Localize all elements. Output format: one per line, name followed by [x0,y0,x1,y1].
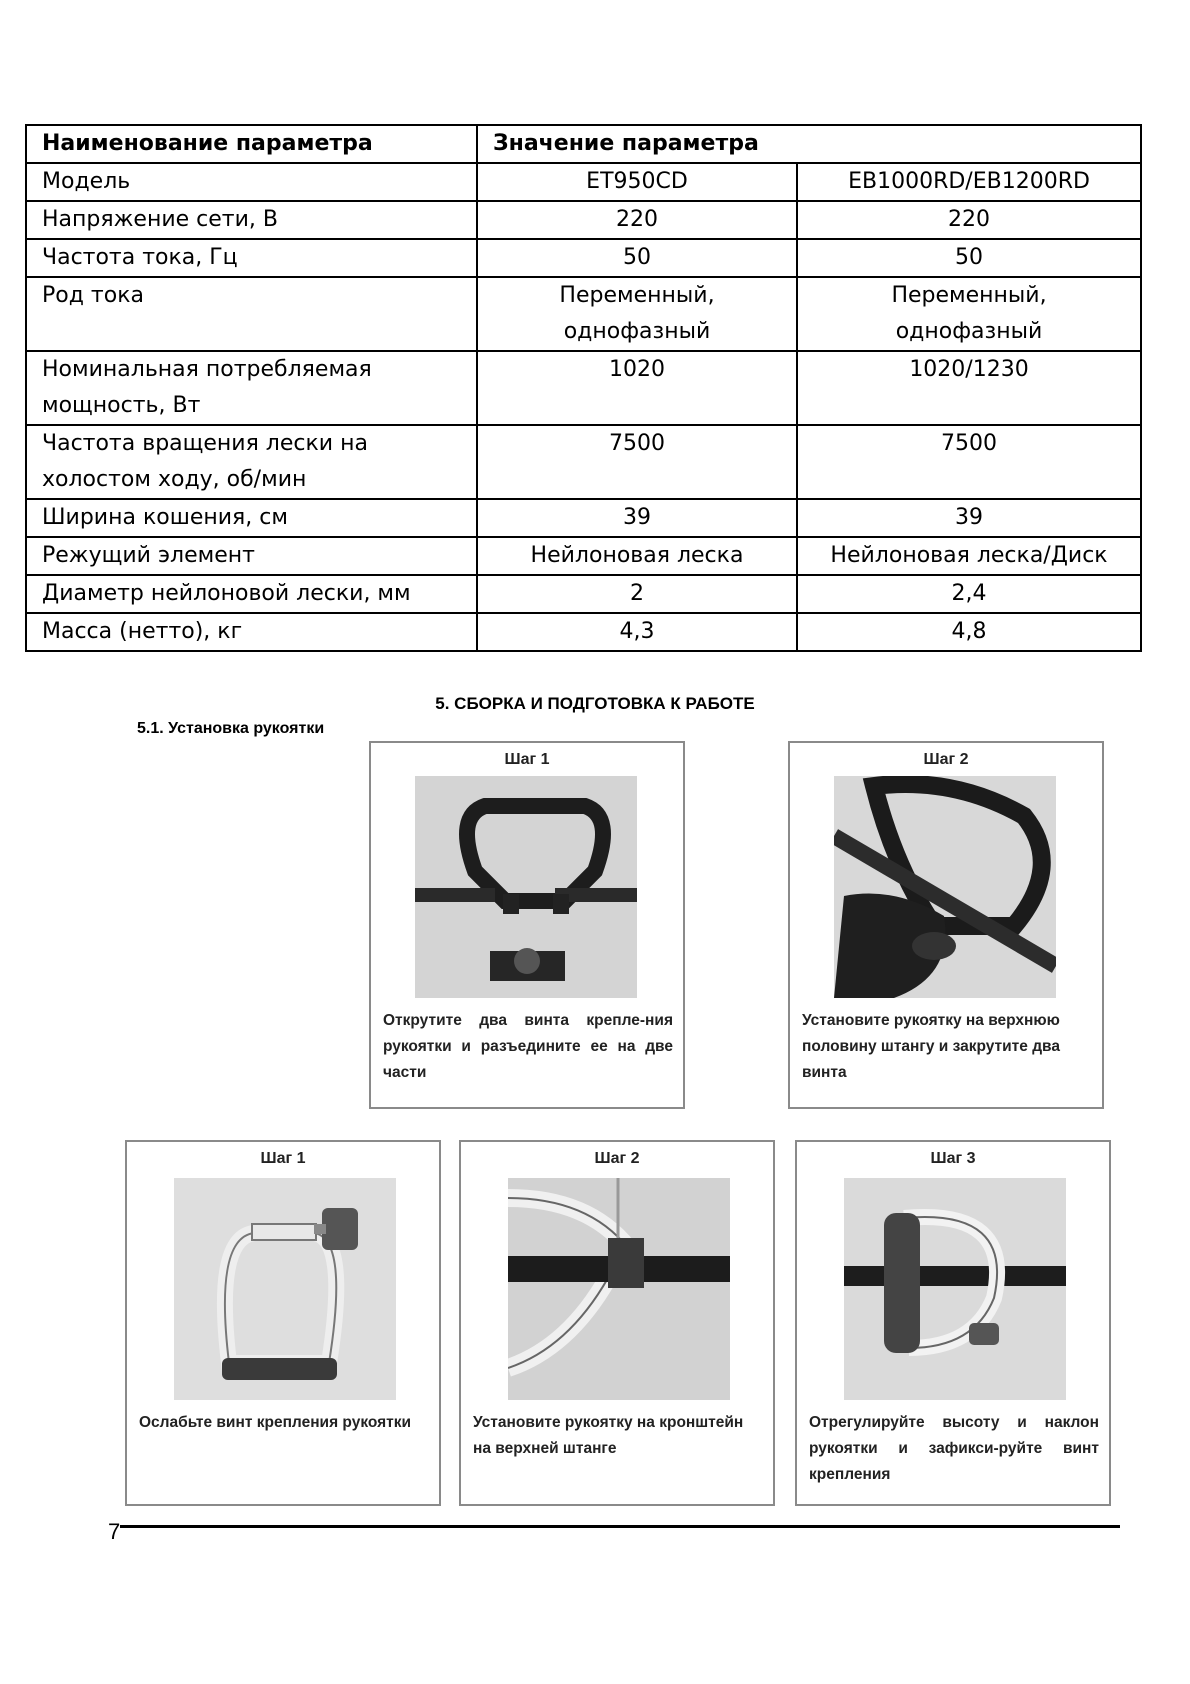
param-name: Диаметр нейлоновой лески, мм [26,575,477,613]
step-card-top-1 [369,741,685,1109]
section-subtitle: 5.1. Установка рукоятки [137,720,325,737]
table-row [26,499,1141,537]
handle-install-illustration [834,776,1056,998]
step-caption: Установите рукоятку на кронштейн на верхней штанге [473,1414,744,1457]
value-eb1000rd: 7500 [797,425,1141,499]
table-row [26,575,1141,613]
table-row [26,277,1141,351]
header-value: Значение параметра [477,125,1141,163]
footer-rule [120,1525,1120,1528]
value-et950cd: 4,3 [477,613,797,651]
value-eb1000rd: 220 [797,201,1141,239]
header-param: Наименование параметра [26,125,477,163]
step-label: Шаг 3 [930,1150,976,1167]
handle-adjust-photo [844,1178,1066,1400]
table-header-row [26,125,1141,163]
step-label: Шаг 1 [260,1150,306,1167]
page-number: 7 [108,1519,121,1544]
table-row [26,201,1141,239]
step-card-bottom-2 [459,1140,775,1506]
table-row [26,163,1141,201]
param-name: Модель [26,163,477,201]
value-et950cd: 50 [477,239,797,277]
table-row [26,537,1141,575]
table-row [26,239,1141,277]
value-et950cd: 220 [477,201,797,239]
handle-bracket-illustration [508,1178,730,1400]
value-eb1000rd: 1020/1230 [797,351,1141,425]
value-et950cd: 39 [477,499,797,537]
handle-loosen-photo [174,1178,396,1400]
step-caption: Ослабьте винт крепления рукоятки [139,1414,412,1431]
table-row [26,425,1141,499]
param-name: Напряжение сети, В [26,201,477,239]
handle-install-photo [834,776,1056,998]
value-et950cd: ET950CD [477,163,797,201]
value-eb1000rd: Переменный, однофазный [797,277,1141,351]
step-label: Шаг 2 [594,1150,640,1167]
step-card-top-2 [788,741,1104,1109]
value-et950cd: 1020 [477,351,797,425]
value-eb1000rd: EB1000RD/EB1200RD [797,163,1141,201]
table-row [26,613,1141,651]
handle-loosen-illustration [174,1178,396,1400]
step-caption: Установите рукоятку на верхнюю половину штангу и закрутите два винта [802,1012,1060,1081]
value-et950cd: 2 [477,575,797,613]
value-eb1000rd: 4,8 [797,613,1141,651]
section-title: 5. СБОРКА И ПОДГОТОВКА К РАБОТЕ [435,694,755,713]
step-caption: Открутите два винта крепле-ния рукоятки и разъедините ее на две части [383,1012,673,1081]
table-row [26,351,1141,425]
param-name: Масса (нетто), кг [26,613,477,651]
param-name: Частота вращения лески на холостом ходу, об/мин [26,425,477,499]
step-card-bottom-3 [795,1140,1111,1506]
handle-split-photo [415,776,637,998]
param-name: Род тока [26,277,477,351]
value-eb1000rd: 50 [797,239,1141,277]
param-name: Ширина кошения, см [26,499,477,537]
value-eb1000rd: 2,4 [797,575,1141,613]
param-name: Номинальная потребляемая мощность, Вт [26,351,477,425]
handle-bracket-photo [508,1178,730,1400]
step-label: Шаг 1 [504,751,550,768]
step-card-bottom-1 [125,1140,441,1506]
value-eb1000rd: Нейлоновая леска/Диск [797,537,1141,575]
param-name: Частота тока, Гц [26,239,477,277]
value-et950cd: 7500 [477,425,797,499]
value-et950cd: Нейлоновая леска [477,537,797,575]
value-et950cd: Переменный, однофазный [477,277,797,351]
handle-split-illustration [415,776,637,998]
handle-adjust-illustration [844,1178,1066,1400]
step-caption: Отрегулируйте высоту и наклон рукоятки и зафикси-руйте винт крепления [809,1414,1099,1483]
value-eb1000rd: 39 [797,499,1141,537]
param-name: Режущий элемент [26,537,477,575]
step-label: Шаг 2 [923,751,969,768]
spec-table [25,124,1142,652]
